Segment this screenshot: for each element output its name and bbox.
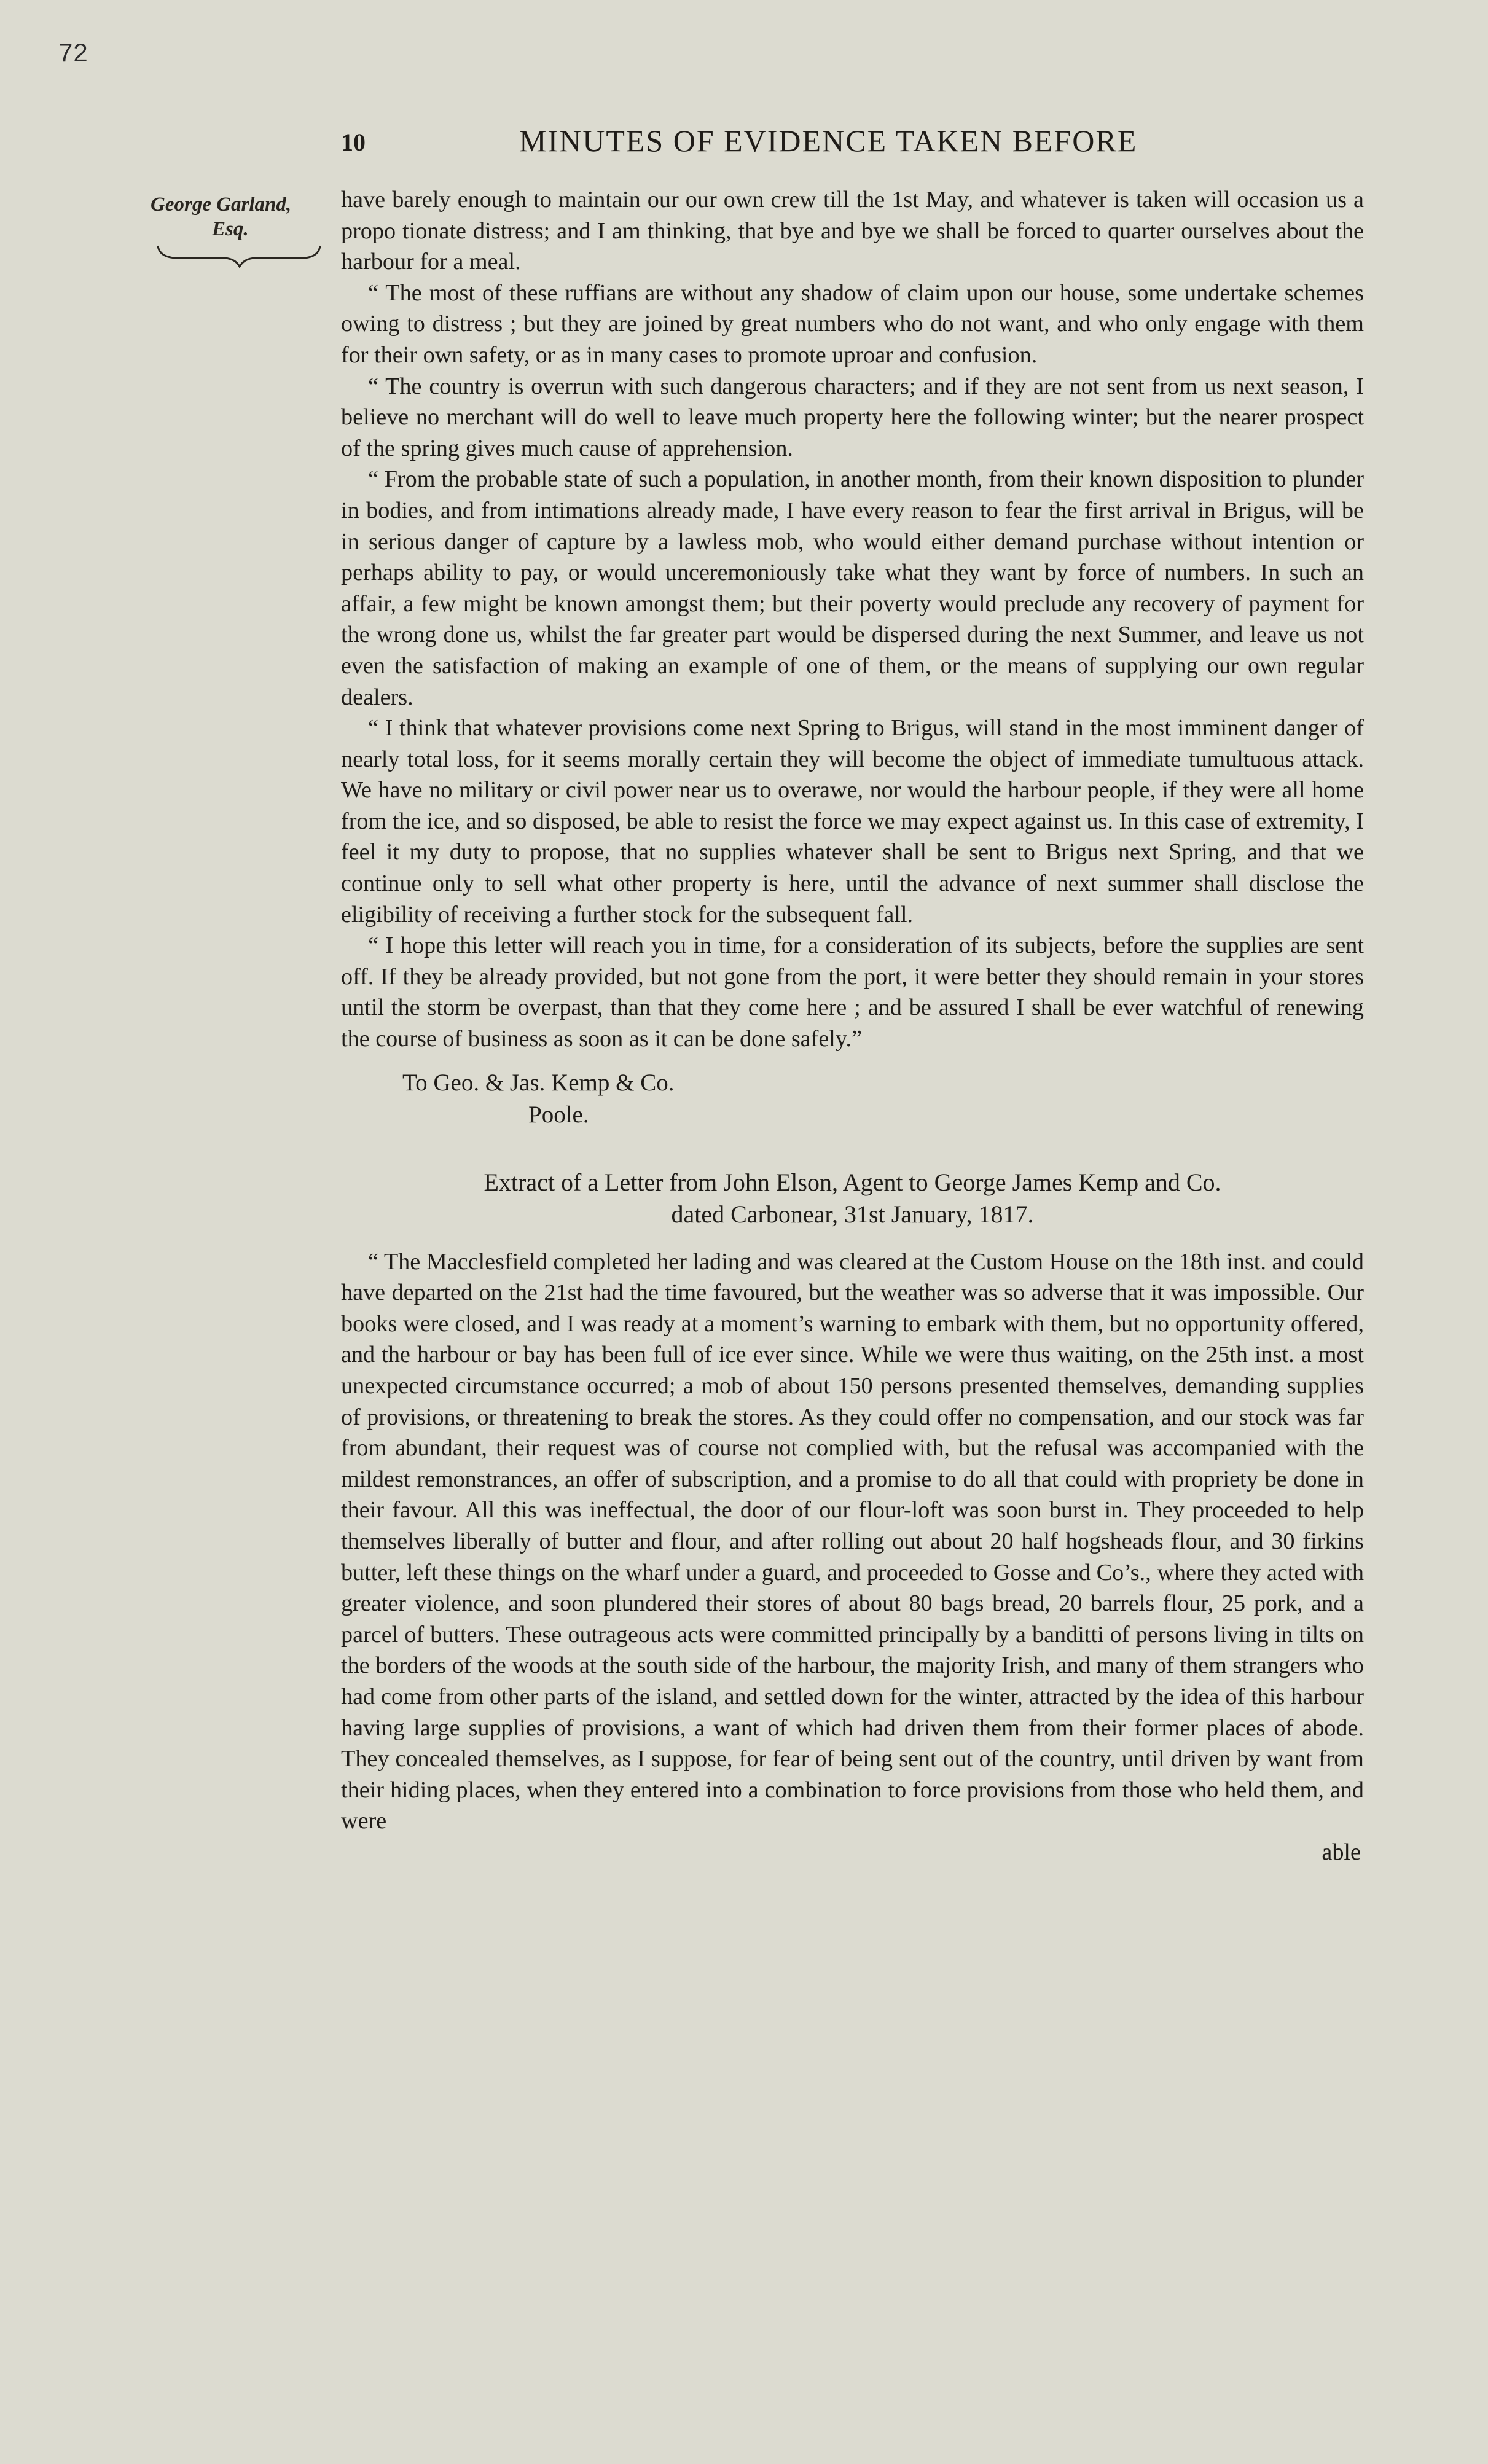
running-head: [341, 123, 1189, 160]
running-head-title: MINUTES OF EVIDENCE TAKEN BEFORE: [519, 123, 1138, 158]
folio-number: 10: [341, 128, 366, 156]
catchword: able: [1322, 1839, 1361, 1865]
letter-paragraph: “ I think that whatever provisions come next Spring to Brigus, will stand in the most imminent danger of nearly total loss, for it seems morally certain they will become the object of immediate tumultuous attack. We have no military or civil power near us to overawe, nor would the harbour people, if they were all home from the ice, and so disposed, be able to resist the force we may expect against us. In this case of extremity, I feel it my duty to propose, that no supplies whatever shall be sent to Brigus next Spring, and that we continue only to sell what other property is here, until the advance of next summer shall disclose the eligibility of receiving a further stock for the subsequent fall.: [341, 715, 1364, 928]
page-number: 72: [58, 38, 88, 67]
extract-heading-line1: Extract of a Letter from John Elson, Agent to George James Kemp and Co.: [484, 1168, 1221, 1196]
margin-note-name: George Garland,: [151, 194, 292, 216]
extract-heading-line2: dated Carbonear, 31st January, 1817.: [671, 1200, 1034, 1228]
letter-paragraph: “ The most of these ruffians are without any shadow of claim upon our house, some undertake schemes owing to distress ; but they are joined by great numbers who do not want, and who only engage with them for their own safety, or as in many cases to promote uproar and confusion.: [341, 280, 1364, 368]
brace-icon: [157, 244, 323, 269]
letter-paragraph: have barely enough to maintain our our own crew till the 1st May, and whatever is taken will occasion us a propo tionate distress; and I am thinking, that bye and bye we shall be forced to quarter ourselves about the harbour for a meal.: [341, 187, 1364, 275]
margin-note-suffix: Esq.: [212, 218, 249, 240]
letter-paragraph: “ The country is overrun with such dangerous characters; and if they are not sent from us next season, I believe no merchant will do well to leave much property here the following winter; but the nearer prospect of the spring gives much cause of apprehension.: [341, 373, 1364, 461]
signoff-addressee: To Geo. & Jas. Kemp & Co.: [402, 1069, 675, 1096]
extract-paragraph: “ The Macclesfield completed her lading and was cleared at the Custom House on the 18th inst. and could have departed on the 21st had the time favoured, but the weather was so adverse that it was impossible. Our books were closed, and I was ready at a moment’s warning to embark with them, but no opportunity offered, and the harbour or bay has been full of ice ever since. While we were thus waiting, on the 25th inst. a most unexpected circumstance occurred; a mob of about 150 persons presented themselves, demanding supplies of provisions, or threatening to break the stores. As they could offer no compensation, and our stock was far from abundant, their request was of course not complied with, but the refusal was accompanied with the mildest remonstrances, an offer of subscription, and a promise to do all that could with propriety be done in their favour. All this was ineffectual, the door of our flour-loft was soon burst in. They proceeded to help themselves liberally of butter and flour, and after rolling out about 20 half hogsheads flour, and 30 firkins butter, left these things on the wharf under a guard, and proceeded to Gosse and Co’s., where they acted with greater violence, and soon plundered their stores of about 80 bags bread, 20 barrels flour, 25 pork, and a parcel of butters. These outrageous acts were committed principally by a banditti of persons living in tilts on the borders of the woods at the south side of the harbour, the majority Irish, and many of them strangers who had come from other parts of the island, and settled down for the winter, attracted by the idea of this harbour having large supplies of provisions, a want of which had driven them from their former places of abode. They concealed themselves, as I suppose, for fear of being sent out of the country, until driven by want from their hiding places, when they entered into a combination to force provisions from those who held them, and were: [341, 1248, 1364, 1834]
letter-paragraph: “ From the probable state of such a population, in another month, from their known disposition to plunder in bodies, and from intimations already made, I have every reason to fear the first arrival in Brigus, will be in serious danger of capture by a lawless mob, who would either demand purchase without intention or perhaps ability to pay, or would unceremoniously take what they want by force of numbers. In such an affair, a few might be known amongst them; but their poverty would preclude any recovery of payment for the wrong done us, whilst the far greater part would be dispersed during the next Summer, and leave us not even the satisfaction of making an example of one of them, or the means of supplying our own regular dealers.: [341, 466, 1364, 710]
extract-heading: [341, 1167, 1364, 1230]
letter-signoff: [402, 1067, 1364, 1131]
letter-paragraph: “ I hope this letter will reach you in time, for a consideration of its subjects, before the supplies are sent off. If they be already provided, but not gone from the port, it were better they should remain in your stores until the storm be overpast, than that they come here ; and be assured I shall be ever watchful of renewing the course of business as soon as it can be done safely.”: [341, 933, 1364, 1052]
signoff-place: Poole.: [528, 1101, 589, 1128]
body-text: [341, 184, 1364, 1868]
